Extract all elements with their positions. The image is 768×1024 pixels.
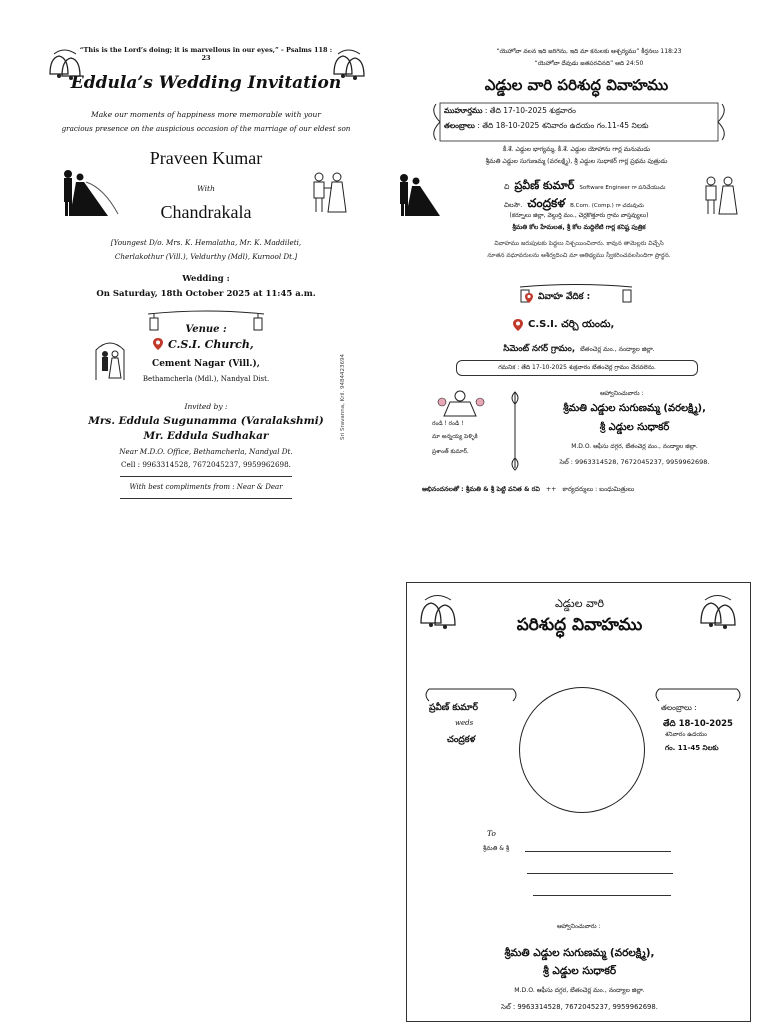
card-host-phone: సెల్ : 9963314528, 7672045237, 9959962698. — [501, 1003, 658, 1011]
addressee-line[interactable] — [533, 895, 671, 896]
bride-row: చిలసౌ. చంద్రకళ B.Com. (Comp.) గా చదువుచు — [504, 196, 644, 210]
addressee-line[interactable] — [525, 851, 671, 852]
note-box: గమనిక : తేది 17-10-2025 శుక్రవారం బేతంచెర్ల గ్రామం చేరవలెను. — [456, 360, 698, 376]
card-host-mother: శ్రీమతి ఎడ్డుల సుగుణమ్మ (వరలక్ష్మి), — [504, 947, 655, 959]
telugu-invitation — [404, 40, 749, 510]
venue-place: Cement Nagar (Vill.), — [152, 359, 260, 369]
addressee-line[interactable] — [527, 873, 673, 874]
photo-circle — [519, 687, 645, 813]
compliments-line: With best compliments from : Near & Dear — [129, 483, 283, 491]
invited-by-label: Invited by : — [184, 402, 228, 411]
card-groom: ప్రవీణ్ కుమార్ — [429, 703, 478, 713]
talambralu-row: తలంబ్రాలు : తేది 18-10-2025 శనివారం ఉదయం గం.11-45 నిలకు — [444, 121, 649, 130]
host-father: Mr. Eddula Sudhakar — [143, 430, 269, 442]
divider — [120, 498, 292, 499]
venue-district: Bethamcherla (Mdl.), Nandyal Dist. — [142, 375, 270, 383]
blessings-row: అభినందనలతో : శ్రీమతి & శ్రీ పెట్టి వనిత & రవి ++ కార్యదర్శులు : బంధుమిత్రులు — [422, 486, 635, 493]
location-pin-icon — [512, 318, 524, 332]
bride-parents-line-1: [Youngest D/o. Mrs. K. Hemalatha, Mr. K. Maddileti, — [110, 238, 302, 247]
venue-name: C.S.I. Church, — [168, 338, 254, 351]
card-host-father: శ్రీ ఎడ్డుల సుధాకర్ — [542, 965, 617, 977]
card-tal-day: శనివారం ఉదయం — [665, 731, 708, 738]
grandparents-line: కీ.శే. ఎడ్డుల భాగ్యమ్మ, కీ.శే. ఎడ్డుల యోహాను గార్ల మనుమడు — [502, 146, 651, 153]
card-tal-date: తేది 18-10-2025 — [663, 719, 733, 729]
card-tal-label: తలంబ్రాలు : — [661, 703, 697, 712]
bible-verse: “This is the Lord’s doing; it is marvellous in our eyes,” - Psalms 118 : 23 — [79, 46, 333, 62]
child-invite-3: ప్రశాంత్ కుమార్. — [432, 449, 469, 455]
child-invite-1: రండి ! రండి ! — [432, 421, 464, 427]
intro-text-2: gracious presence on the auspicious occasion of the marriage of our eldest son — [61, 124, 351, 133]
verse-line-1: “యెహోవా వలన ఇది జరిగెను, ఇది మా కనులకు ఆశ్చర్యము” కీర్తనలు 118:23 — [496, 48, 682, 55]
card-to-label: To — [487, 829, 496, 838]
bride-village: (కర్నూలు జిల్లా, వెల్దుర్తి మం., చెర్లకొత్తూరు గ్రామ వాస్తవ్యులు) — [509, 212, 649, 219]
inviters-label: ఆహ్వానించువారు : — [600, 390, 644, 397]
card-title: పరిశుద్ధ వివాహము — [516, 615, 643, 635]
host-mother: శ్రీమతి ఎడ్డుల సుగుణమ్మ (వరలక్ష్మి), — [563, 403, 706, 414]
host-address: Near M.D.O. Office, Bethamcherla, Nandyal Dt. — [119, 447, 293, 456]
muhurtham-row: ముహూర్తము : తేది 17-10-2025 శుక్రవారం — [444, 106, 576, 115]
card-bride: చంద్రకళ — [447, 735, 476, 745]
with-word: With — [197, 184, 215, 193]
bride-parents-line-2: Cherlakothur (Vill.), Veldurthy (Mdl), Kurnool Dt.] — [114, 252, 298, 261]
english-invitation — [38, 40, 374, 510]
divider — [120, 476, 292, 477]
venue-name: C.S.I. చర్చి యందు, — [528, 319, 615, 330]
girl-lantern-icon — [436, 388, 486, 418]
wedding-date: On Saturday, 18th October 2025 at 11:45 a.m. — [96, 289, 316, 299]
card-inviters-label: ఆహ్వానించువారు : — [557, 923, 601, 930]
card-to-prefix: శ్రీమతి & శ్రీ — [483, 845, 510, 852]
groom-name: Praveen Kumar — [149, 148, 263, 168]
child-invite-2: మా అన్నయ్య పెళ్ళికి — [432, 434, 478, 440]
wedding-label: Wedding : — [182, 274, 230, 284]
host-phone: Cell : 9963314528, 7672045237, 9959962698. — [121, 460, 291, 469]
card-tal-time: గం. 11-45 నిలకు — [665, 744, 719, 752]
intro-text-1: Make our moments of happiness more memorable with your — [91, 110, 321, 119]
host-father: శ్రీ ఎడ్డుల సుధాకర్ — [599, 422, 670, 433]
vertical-ornament-icon — [508, 388, 522, 472]
message-line-1: వివాహము జరుపుటకు పెద్దలు నిశ్చయించినారు. కావున తామెల్లరు విచ్చేసి — [494, 240, 664, 247]
host-phone: సెల్ : 9963314528, 7672045237, 9959962698. — [559, 458, 710, 466]
host-address: M.D.O. ఆఫీసు దగ్గర, బేతంచెర్ల మం., నంద్యాల జిల్లా. — [571, 443, 698, 450]
couple-silhouette-icon — [394, 172, 454, 218]
parents-line: శ్రీమతి ఎడ్డుల సుగుణమ్మ (వరలక్ష్మి), శ్రీ ఎడ్డుల సుధాకర్ గార్ల ప్రథమ పుత్రుడు — [485, 158, 668, 165]
host-mother: Mrs. Eddula Sugunamma (Varalakshmi) — [88, 415, 324, 427]
invitation-card — [406, 582, 751, 1022]
verse-line-2: “యెహోవా దేవుడు జతపరచినది” ఆది 24:50 — [534, 60, 644, 67]
invitation-title: Eddula’s Wedding Invitation — [70, 73, 342, 93]
location-pin-icon — [524, 292, 534, 304]
printer-credit: Sri Sravanna, Kril. 9484423694 — [340, 353, 346, 440]
card-family: ఎడ్డుల వారి — [554, 597, 605, 610]
telugu-title: ఎడ్డుల వారి పరిశుద్ధ వివాహము — [484, 76, 669, 94]
card-weds: weds — [455, 719, 474, 727]
groom-row: చి ప్రవీణ్ కుమార్ Software Engineer గా పనిచేయుచు — [504, 179, 666, 192]
card-host-address: M.D.O. ఆఫీసు దగ్గర, బేతంచెర్ల మం., నంద్యాల జిల్లా. — [514, 987, 645, 994]
venue-label: Venue : — [185, 324, 227, 335]
venue-label: వివాహ వేదిక : — [538, 292, 591, 302]
bride-name: Chandrakala — [160, 202, 252, 222]
location-pin-icon — [152, 337, 164, 351]
venue-address: సిమెంట్ నగర్ గ్రామం, బేతంచెర్ల మం., నంద్యాల జిల్లా. — [503, 344, 655, 354]
couple-drawing-icon — [308, 170, 350, 214]
message-line-2: నూతన వధూవరులను ఆశీర్వదించి మా ఆతిథ్యము స్వీకరించవలసిందిగా ప్రార్థన. — [487, 252, 671, 259]
bride-parents: శ్రీమతి కోల హేమలత, శ్రీ కోల మద్దిలేటి గార్ల కనిష్ట పుత్రిక — [512, 224, 646, 231]
